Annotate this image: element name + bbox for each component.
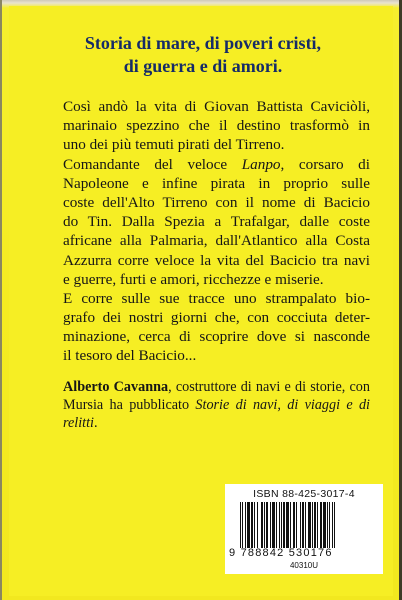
headline-line-2: di guerra e di amori. — [123, 56, 283, 76]
isbn-text: ISBN 88-425-3017-4 — [253, 488, 355, 500]
blurb-line: il tesoro del Bacicio... — [63, 347, 197, 365]
author-bio — [63, 378, 370, 432]
barcode-bar — [290, 502, 291, 548]
blurb-line: uno dei più temuti pirati del Tirreno. — [63, 136, 285, 154]
barcode-bar — [323, 502, 326, 548]
author-line — [63, 378, 370, 396]
barcode-bar — [312, 502, 313, 548]
barcode-bar — [240, 502, 241, 548]
blurb-line: Azzurra corre veloce la vita del Bacicio tra navi — [63, 251, 370, 269]
barcode-bar — [286, 502, 289, 548]
barcode-bar — [327, 502, 328, 548]
barcode-bar — [302, 502, 304, 548]
barcode-bar — [251, 502, 253, 548]
barcode-bar — [334, 502, 335, 548]
barcode-bar — [270, 502, 271, 548]
ship-name: Lanpo — [241, 155, 281, 173]
author-name: Alberto Cavanna — [63, 379, 169, 395]
barcode-bar — [264, 502, 265, 548]
barcode-bar — [266, 502, 268, 548]
barcode-bar — [314, 502, 316, 548]
author-text-part: . — [94, 415, 98, 431]
barcode-label — [225, 484, 383, 574]
barcode-bar — [272, 502, 275, 548]
blurb-line: marinaio spezzino che il destino trasformò in — [63, 117, 370, 135]
barcode-bar — [305, 502, 306, 548]
book-title: relitti — [63, 415, 95, 431]
blurb-line: E corre sulle sue tracce uno strampalato bio- — [63, 289, 370, 307]
barcode-bar — [329, 502, 330, 548]
blurb-text-part: , corsaro di — [280, 155, 370, 173]
barcode-bar — [257, 502, 258, 548]
barcode-bar — [261, 502, 263, 548]
book-title: Storie di navi, di viaggi e di — [195, 397, 370, 413]
barcode-bar — [242, 502, 243, 548]
blurb-line: e guerre, furti e amori, ricchezze e miserie. — [63, 270, 324, 288]
barcode-bar — [276, 502, 277, 548]
barcode-bar — [320, 502, 322, 548]
author-line — [63, 396, 370, 414]
blurb-line — [63, 155, 370, 174]
headline — [2, 32, 402, 78]
barcode-bar — [281, 502, 282, 548]
barcode-bar — [283, 502, 285, 548]
barcode-bar — [279, 502, 280, 548]
blurb-text — [63, 97, 370, 366]
ean-digits: 9 788842 530176 — [229, 547, 333, 559]
blurb-line: Così andò la vita di Giovan Battista Caviciòli, — [63, 98, 370, 115]
barcode-bar — [254, 502, 255, 548]
author-line — [63, 414, 370, 432]
barcode-bar — [308, 502, 311, 548]
barcode-bar — [293, 502, 295, 548]
author-text-part: , costruttore di navi e di storie, con — [168, 379, 370, 395]
blurb-line: grafo dei nostri giorni che, con cocciuta deter- — [63, 309, 370, 327]
barcode-icon — [240, 502, 368, 548]
headline-line-1: Storia di mare, di poveri cristi, — [84, 33, 322, 53]
blurb-text-part: Comandante del veloce — [63, 155, 242, 173]
blurb-line: minazione, cerca di scoprire dove si nasconde — [63, 328, 370, 346]
blurb-line: do Tin. Dalla Spezia a Trafalgar, dalle coste — [63, 213, 370, 231]
blurb-line: coste dell'Alto Tirreno con il nome di Bacicio — [63, 193, 370, 211]
barcode-bar — [296, 502, 297, 548]
author-text-part: Mursia ha pubblicato — [63, 397, 196, 413]
barcode-bar — [317, 502, 318, 548]
blurb-line: africane alla Palmaria, dall'Atlantico alla Costa — [63, 232, 370, 250]
barcode-bar — [332, 502, 333, 548]
barcode-bar — [300, 502, 301, 548]
blurb-line: Napoleone e infine pirata in proprio sulle — [63, 174, 370, 192]
price-code: 40310U — [289, 561, 319, 570]
barcode-bar — [245, 502, 246, 548]
barcode-bar — [247, 502, 250, 548]
